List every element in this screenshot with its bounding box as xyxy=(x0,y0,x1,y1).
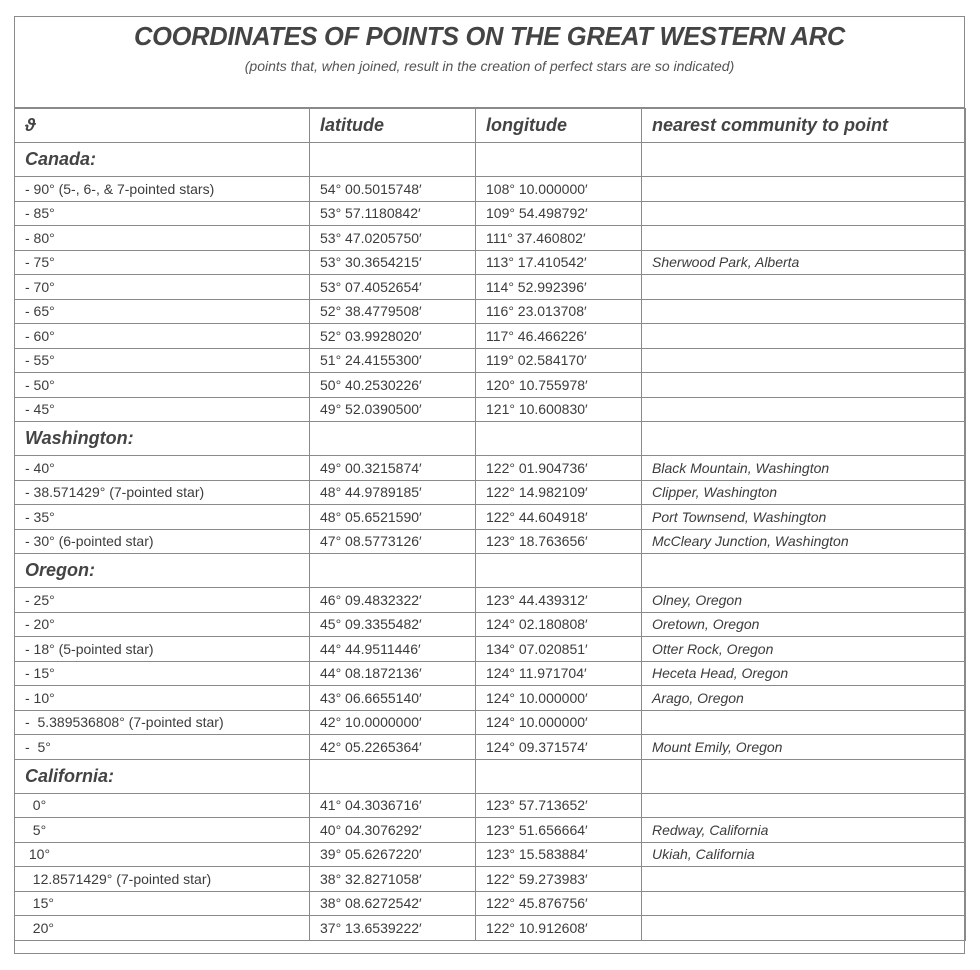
theta-cell: 10° xyxy=(15,842,310,867)
longitude-cell: 111° 37.460802′ xyxy=(476,226,642,251)
column-header-longitude: longitude xyxy=(476,109,642,143)
theta-cell: - 60° xyxy=(15,324,310,349)
column-header-community: nearest community to point xyxy=(642,109,966,143)
empty-cell xyxy=(310,554,476,588)
table-row xyxy=(15,842,966,867)
empty-cell xyxy=(476,422,642,456)
table-body xyxy=(15,143,966,941)
theta-cell: - 15° xyxy=(15,661,310,686)
theta-cell: - 38.571429° (7-pointed star) xyxy=(15,480,310,505)
region-label: Oregon: xyxy=(15,554,310,588)
table-row xyxy=(15,201,966,226)
latitude-cell: 53° 07.4052654′ xyxy=(310,275,476,300)
latitude-cell: 51° 24.4155300′ xyxy=(310,348,476,373)
table-row xyxy=(15,793,966,818)
empty-cell xyxy=(476,554,642,588)
region-row xyxy=(15,422,966,456)
longitude-cell: 123° 15.583884′ xyxy=(476,842,642,867)
community-cell xyxy=(642,916,966,941)
community-cell: Black Mountain, Washington xyxy=(642,456,966,481)
empty-cell xyxy=(476,759,642,793)
community-cell: Ukiah, California xyxy=(642,842,966,867)
theta-cell: - 80° xyxy=(15,226,310,251)
theta-cell: - 20° xyxy=(15,612,310,637)
longitude-cell: 108° 10.000000′ xyxy=(476,177,642,202)
latitude-cell: 50° 40.2530226′ xyxy=(310,373,476,398)
latitude-cell: 48° 44.9789185′ xyxy=(310,480,476,505)
latitude-cell: 48° 05.6521590′ xyxy=(310,505,476,530)
latitude-cell: 53° 47.0205750′ xyxy=(310,226,476,251)
theta-cell: - 65° xyxy=(15,299,310,324)
table-row xyxy=(15,891,966,916)
latitude-cell: 39° 05.6267220′ xyxy=(310,842,476,867)
longitude-cell: 123° 57.713652′ xyxy=(476,793,642,818)
column-header-theta: ϑ xyxy=(15,109,310,143)
latitude-cell: 52° 38.4779508′ xyxy=(310,299,476,324)
latitude-cell: 38° 32.8271058′ xyxy=(310,867,476,892)
latitude-cell: 54° 00.5015748′ xyxy=(310,177,476,202)
table-row xyxy=(15,612,966,637)
theta-cell: - 30° (6-pointed star) xyxy=(15,529,310,554)
longitude-cell: 116° 23.013708′ xyxy=(476,299,642,324)
latitude-cell: 47° 08.5773126′ xyxy=(310,529,476,554)
longitude-cell: 123° 44.439312′ xyxy=(476,588,642,613)
theta-cell: - 70° xyxy=(15,275,310,300)
community-cell xyxy=(642,891,966,916)
theta-cell: - 50° xyxy=(15,373,310,398)
table-row xyxy=(15,480,966,505)
latitude-cell: 38° 08.6272542′ xyxy=(310,891,476,916)
longitude-cell: 122° 44.604918′ xyxy=(476,505,642,530)
community-cell xyxy=(642,373,966,398)
latitude-cell: 44° 44.9511446′ xyxy=(310,637,476,662)
longitude-cell: 123° 51.656664′ xyxy=(476,818,642,843)
longitude-cell: 124° 02.180808′ xyxy=(476,612,642,637)
table-row xyxy=(15,226,966,251)
community-cell: Mount Emily, Oregon xyxy=(642,735,966,760)
table-row xyxy=(15,397,966,422)
longitude-cell: 114° 52.992396′ xyxy=(476,275,642,300)
theta-cell: 5° xyxy=(15,818,310,843)
latitude-cell: 37° 13.6539222′ xyxy=(310,916,476,941)
theta-cell: - 35° xyxy=(15,505,310,530)
community-cell: Arago, Oregon xyxy=(642,686,966,711)
community-cell: Heceta Head, Oregon xyxy=(642,661,966,686)
longitude-cell: 124° 11.971704′ xyxy=(476,661,642,686)
table-row xyxy=(15,686,966,711)
empty-cell xyxy=(642,143,966,177)
empty-cell xyxy=(642,554,966,588)
theta-cell: - 45° xyxy=(15,397,310,422)
region-row xyxy=(15,143,966,177)
longitude-cell: 123° 18.763656′ xyxy=(476,529,642,554)
theta-cell: - 18° (5-pointed star) xyxy=(15,637,310,662)
table-row xyxy=(15,916,966,941)
longitude-cell: 122° 45.876756′ xyxy=(476,891,642,916)
community-cell xyxy=(642,348,966,373)
table-row xyxy=(15,348,966,373)
community-cell xyxy=(642,793,966,818)
page-subtitle: (points that, when joined, result in the creation of perfect stars are so indicated) xyxy=(244,58,735,74)
theta-cell: - 55° xyxy=(15,348,310,373)
community-cell: Sherwood Park, Alberta xyxy=(642,250,966,275)
longitude-cell: 117° 46.466226′ xyxy=(476,324,642,349)
latitude-cell: 44° 08.1872136′ xyxy=(310,661,476,686)
theta-cell: 12.8571429° (7-pointed star) xyxy=(15,867,310,892)
community-cell xyxy=(642,226,966,251)
latitude-cell: 53° 30.3654215′ xyxy=(310,250,476,275)
community-cell xyxy=(642,275,966,300)
longitude-cell: 122° 14.982109′ xyxy=(476,480,642,505)
community-cell: Port Townsend, Washington xyxy=(642,505,966,530)
column-header-latitude: latitude xyxy=(310,109,476,143)
table-row xyxy=(15,818,966,843)
longitude-cell: 122° 01.904736′ xyxy=(476,456,642,481)
community-cell: Olney, Oregon xyxy=(642,588,966,613)
latitude-cell: 42° 10.0000000′ xyxy=(310,710,476,735)
community-cell xyxy=(642,867,966,892)
longitude-cell: 113° 17.410542′ xyxy=(476,250,642,275)
empty-cell xyxy=(310,759,476,793)
community-cell: McCleary Junction, Washington xyxy=(642,529,966,554)
table-row xyxy=(15,529,966,554)
latitude-cell: 53° 57.1180842′ xyxy=(310,201,476,226)
table-header-row xyxy=(15,109,966,143)
theta-cell: - 75° xyxy=(15,250,310,275)
theta-cell: 0° xyxy=(15,793,310,818)
theta-cell: - 5° xyxy=(15,735,310,760)
page-title: COORDINATES OF POINTS ON THE GREAT WESTERN ARC xyxy=(133,23,846,51)
table-row xyxy=(15,735,966,760)
empty-cell xyxy=(642,759,966,793)
theta-cell: - 90° (5-, 6-, & 7-pointed stars) xyxy=(15,177,310,202)
empty-cell xyxy=(476,143,642,177)
theta-cell: - 85° xyxy=(15,201,310,226)
table-row xyxy=(15,250,966,275)
latitude-cell: 49° 00.3215874′ xyxy=(310,456,476,481)
table-row xyxy=(15,661,966,686)
theta-cell: - 5.389536808° (7-pointed star) xyxy=(15,710,310,735)
table-row xyxy=(15,456,966,481)
longitude-cell: 124° 09.371574′ xyxy=(476,735,642,760)
theta-cell: - 40° xyxy=(15,456,310,481)
coordinates-table xyxy=(14,108,966,941)
community-cell: Oretown, Oregon xyxy=(642,612,966,637)
longitude-cell: 109° 54.498792′ xyxy=(476,201,642,226)
region-label: Canada: xyxy=(15,143,310,177)
community-cell xyxy=(642,710,966,735)
empty-cell xyxy=(310,143,476,177)
latitude-cell: 40° 04.3076292′ xyxy=(310,818,476,843)
theta-cell: 15° xyxy=(15,891,310,916)
table-row xyxy=(15,637,966,662)
community-cell xyxy=(642,397,966,422)
latitude-cell: 41° 04.3036716′ xyxy=(310,793,476,818)
latitude-cell: 49° 52.0390500′ xyxy=(310,397,476,422)
theta-cell: - 25° xyxy=(15,588,310,613)
table-row xyxy=(15,710,966,735)
region-label: California: xyxy=(15,759,310,793)
theta-cell: 20° xyxy=(15,916,310,941)
empty-cell xyxy=(310,422,476,456)
table-row xyxy=(15,867,966,892)
table-row xyxy=(15,177,966,202)
longitude-cell: 120° 10.755978′ xyxy=(476,373,642,398)
latitude-cell: 42° 05.2265364′ xyxy=(310,735,476,760)
community-cell xyxy=(642,177,966,202)
latitude-cell: 43° 06.6655140′ xyxy=(310,686,476,711)
empty-cell xyxy=(642,422,966,456)
community-cell: Otter Rock, Oregon xyxy=(642,637,966,662)
region-row xyxy=(15,759,966,793)
longitude-cell: 134° 07.020851′ xyxy=(476,637,642,662)
theta-cell: - 10° xyxy=(15,686,310,711)
longitude-cell: 121° 10.600830′ xyxy=(476,397,642,422)
latitude-cell: 46° 09.4832322′ xyxy=(310,588,476,613)
document-sheet xyxy=(14,16,965,954)
table-row xyxy=(15,588,966,613)
longitude-cell: 119° 02.584170′ xyxy=(476,348,642,373)
document-header xyxy=(15,17,964,108)
region-label: Washington: xyxy=(15,422,310,456)
table-row xyxy=(15,373,966,398)
table-row xyxy=(15,324,966,349)
community-cell: Redway, California xyxy=(642,818,966,843)
table-row xyxy=(15,275,966,300)
longitude-cell: 122° 10.912608′ xyxy=(476,916,642,941)
community-cell xyxy=(642,299,966,324)
latitude-cell: 52° 03.9928020′ xyxy=(310,324,476,349)
longitude-cell: 124° 10.000000′ xyxy=(476,686,642,711)
community-cell: Clipper, Washington xyxy=(642,480,966,505)
longitude-cell: 122° 59.273983′ xyxy=(476,867,642,892)
longitude-cell: 124° 10.000000′ xyxy=(476,710,642,735)
latitude-cell: 45° 09.3355482′ xyxy=(310,612,476,637)
community-cell xyxy=(642,201,966,226)
table-row xyxy=(15,505,966,530)
table-row xyxy=(15,299,966,324)
community-cell xyxy=(642,324,966,349)
region-row xyxy=(15,554,966,588)
